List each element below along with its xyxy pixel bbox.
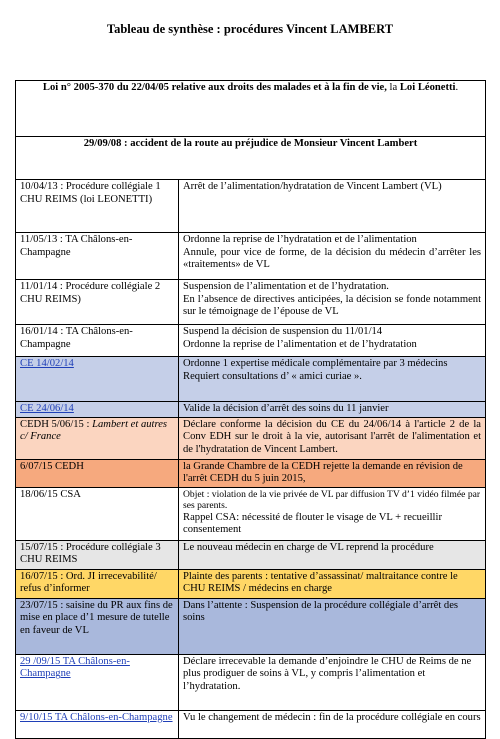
ce-link-24-06-14[interactable]: CE 24/06/14: [20, 403, 74, 414]
row-date-cell: [16, 280, 179, 325]
row-detail-cell: [179, 598, 486, 654]
row-detail-cell: [179, 280, 486, 325]
table-row: [16, 233, 486, 280]
document-title: Tableau de synthèse : procédures Vincent LAMBERT: [106, 22, 394, 36]
table-row: [16, 417, 486, 459]
ce-link-14-02-14[interactable]: CE 14/02/14: [20, 358, 74, 369]
row-date-cell: [16, 540, 179, 569]
table-row: [16, 459, 486, 487]
row-date-text: [20, 419, 174, 444]
row-detail-cell: [179, 417, 486, 459]
row-date-cell: [16, 402, 179, 418]
table-row: [16, 540, 486, 569]
row-detail-cell: [179, 540, 486, 569]
row-date-text: 16/07/15 : Ord. JI irrecevabilité/ refus d’informer: [20, 570, 157, 595]
row-date-text: 23/07/15 : saisine du PR aux fins de mise en place d’1 mesure de tutelle en faveur de VL: [20, 599, 173, 636]
row-detail-text: Ordonne 1 expertise médicale complémentaire par 3 médecins Requiert consultations d’ « amici curiae ».: [183, 358, 448, 382]
table-row: [16, 180, 486, 233]
ta-link-29-09-15[interactable]: 29 /09/15 TA Châlons-en-Champagne: [20, 655, 130, 680]
ta-link-9-10-15[interactable]: 9/10/15 TA Châlons-en-Champagne: [20, 711, 173, 723]
row-date-text: 10/04/13 : Procédure collégiale 1 CHU REIMS (loi LEONETTI): [20, 181, 161, 205]
table-row: [16, 325, 486, 357]
table-row: [16, 357, 486, 402]
law-text-1: Loi n° 2005-370 du 22/04/05 relative aux droits des malades et à la fin de vie,: [42, 82, 387, 93]
row-date-text: 11/01/14 : Procédure collégiale 2 CHU REIMS): [20, 281, 161, 305]
row-date-cell: [16, 233, 179, 280]
row-date-cell: [16, 325, 179, 357]
csa-object-text: Objet : violation de la vie privée de VL par diffusion TV d’1 vidéo filmée par ses parents.: [183, 488, 481, 512]
row-date-cell: [16, 710, 179, 738]
row-detail-cell: [179, 402, 486, 418]
row-date-cell: [16, 598, 179, 654]
row-date-text: 15/07/15 : Procédure collégiale 3 CHU REIMS: [20, 541, 161, 566]
row-date-text: 18/06/15 CSA: [20, 488, 81, 500]
table-row: [16, 402, 486, 418]
law-link-name: Loi Léonetti: [399, 82, 456, 93]
synthesis-table: [15, 80, 486, 739]
law-row: [16, 81, 486, 137]
table-row: [16, 710, 486, 738]
row-detail-cell: [179, 569, 486, 598]
row-date-cell: [16, 180, 179, 233]
row-date-cell: [16, 417, 179, 459]
row-detail-text: Ordonne la reprise de l’hydratation et de l’alimentation Annule, pour vice de forme, de la décision du médecin d’arrêter les «traitements» de VL: [183, 234, 482, 271]
row-detail-text: Vu le changement de médecin : fin de la procédure collégiale en cours: [183, 711, 481, 723]
row-date-text: 11/05/13 : TA Châlons-en-Champagne: [20, 234, 133, 258]
table-row: [16, 487, 486, 540]
law-text-end: .: [455, 82, 459, 93]
row-date-cell: [16, 569, 179, 598]
cedh-case-name: Lambert et autres c/ France: [20, 418, 168, 443]
row-detail-cell: [179, 710, 486, 738]
row-detail-cell: [179, 180, 486, 233]
table-row: [16, 569, 486, 598]
table-row: [16, 598, 486, 654]
row-detail-cell: [179, 487, 486, 540]
row-detail-cell: [179, 459, 486, 487]
row-detail-text: la Grande Chambre de la CEDH rejette la demande en révision de l'arrêt CEDH du 5 juin 2015,: [183, 460, 463, 485]
row-date-text: 16/01/14 : TA Châlons-en-Champagne: [20, 326, 133, 350]
row-detail-text: Rappel CSA: nécessité de flouter le visage de VL + recueillir consentement: [183, 511, 442, 536]
row-date-cell: [16, 654, 179, 710]
row-date-cell: [16, 357, 179, 402]
table-row: [16, 280, 486, 325]
cedh-date: CEDH 5/06/15 :: [20, 418, 93, 430]
row-detail-cell: [179, 233, 486, 280]
row-detail-text: Le nouveau médecin en charge de VL reprend la procédure: [183, 541, 434, 553]
table-row: [16, 654, 486, 710]
row-detail-text: Valide la décision d’arrêt des soins du 11 janvier: [183, 403, 389, 414]
row-detail-text: Suspension de l’alimentation et de l’hydratation. En l’absence de directives anticipées, la décision se fonde notamment sur le témoignage de l’épouse de VL: [183, 281, 482, 318]
law-cell: [16, 81, 486, 137]
row-detail-text: Plainte des parents : tentative d’assassinat/ maltraitance contre le CHU REIMS / médecins en charge: [183, 570, 458, 595]
row-date-text: 6/07/15 CEDH: [20, 460, 84, 472]
row-detail-cell: [179, 325, 486, 357]
row-detail-text: Suspend la décision de suspension du 11/01/14 Ordonne la reprise de l’alimentation et de l’hydratation: [183, 326, 417, 350]
row-detail-text: Arrêt de l’alimentation/hydratation de Vincent Lambert (VL): [183, 181, 442, 192]
row-detail-text: Déclare irrecevable la demande d’enjoindre le CHU de Reims de ne plus prodiguer de soins à VL, y compris l’alimentation et l’hydratation.: [183, 655, 472, 692]
row-detail-text: Dans l’attente : Suspension de la procédure collégiale d’arrêt des soins: [183, 599, 459, 624]
row-date-cell: [16, 487, 179, 540]
accident-cell: 29/09/08 : accident de la route au préjudice de Monsieur Vincent Lambert: [16, 137, 486, 180]
row-detail-text: Déclare conforme la décision du CE du 24/06/14 à l'article 2 de la Conv EDH sur le droit à la vie, autorisant l'arrêt de l'alimentation et de l'hydratation de Vincent Lambert.: [183, 418, 482, 455]
accident-row: [16, 137, 486, 180]
row-detail-cell: [179, 654, 486, 710]
law-text-2: la: [386, 82, 400, 93]
row-date-cell: [16, 459, 179, 487]
row-detail-cell: [179, 357, 486, 402]
